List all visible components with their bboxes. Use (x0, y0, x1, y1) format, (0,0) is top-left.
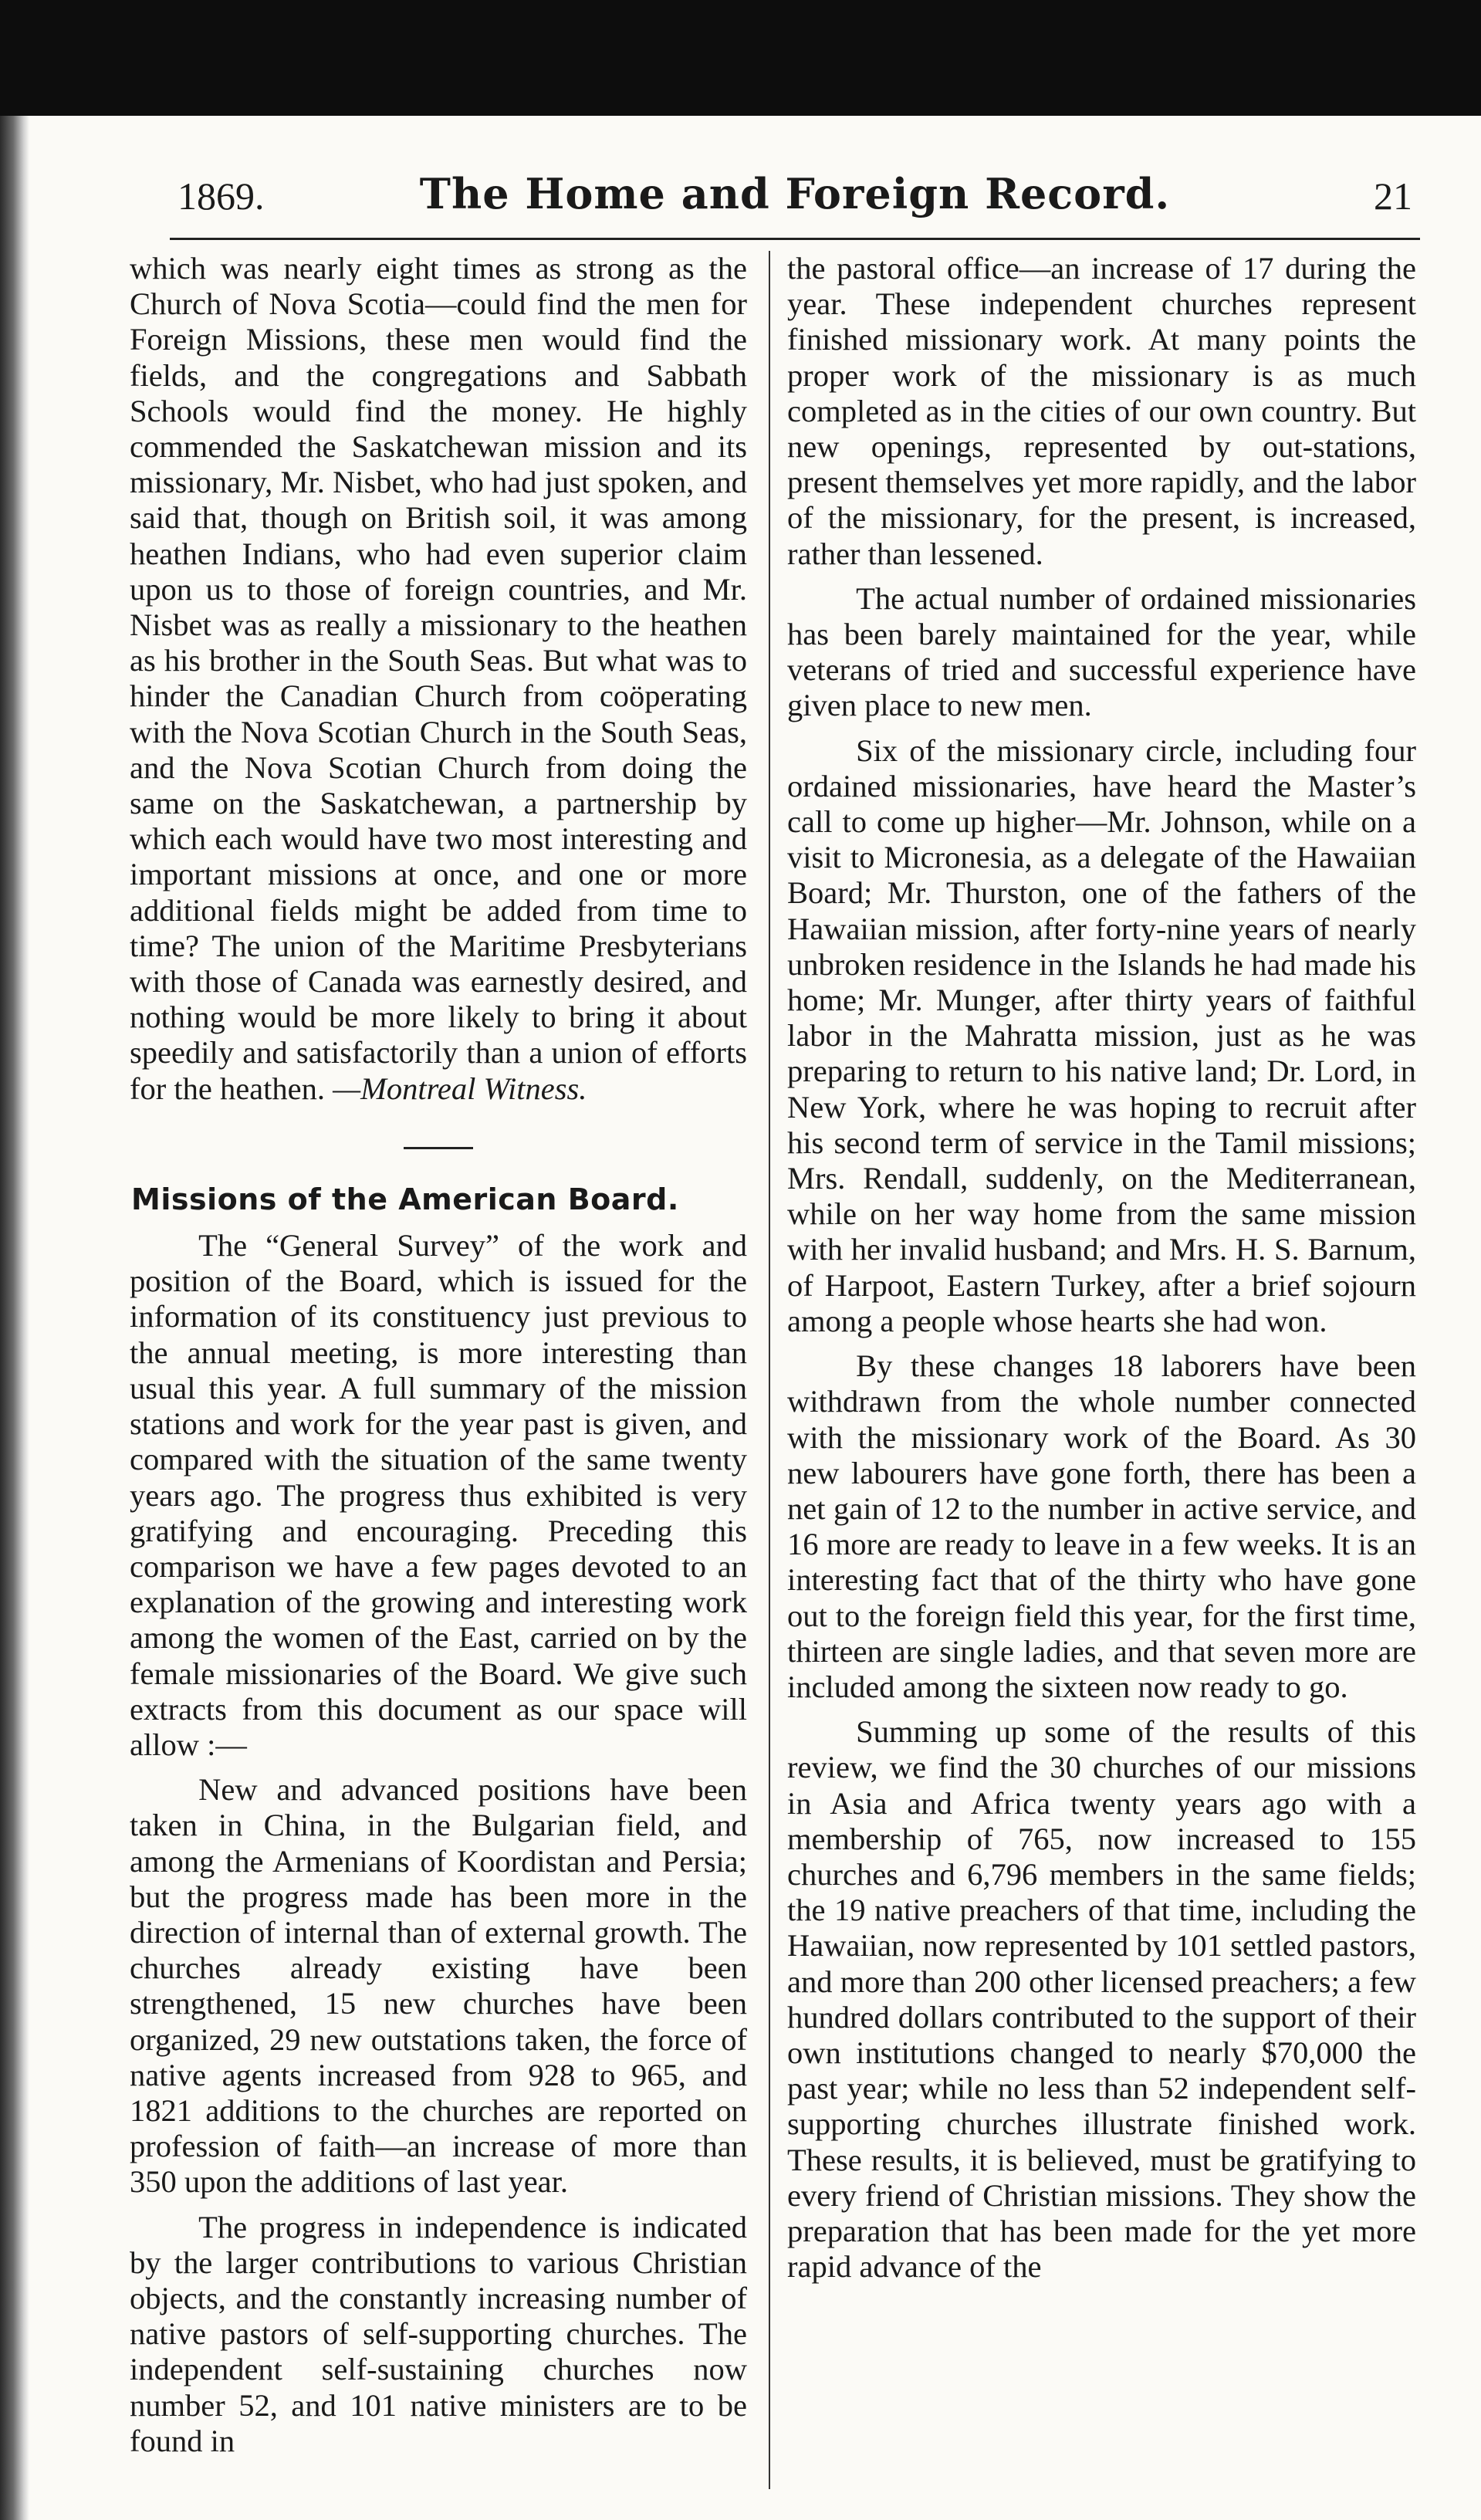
left-column (130, 251, 747, 2459)
paragraph: Six of the missionary circle, including four ordained missionaries, have heard the Master’s call to come up higher—Mr. Johnson, while on a visit to Micronesia, as a delegate of the Hawaiian Board; Mr. Thurston, one of the fathers of the Hawaiian mission, after forty-nine years of nearly unbroken residence in the Islands he had made his home; Mr. Munger, after thirty years of faithful labor in the Mahratta mission, just as he was preparing to return to his native land; Dr. Lord, in New York, where he was hoping to recruit after his second term of service in the Tamil missions; Mrs. Rendall, suddenly, on the Mediterranean, while on her way home from the same mission with her invalid husband; and Mrs. H. S. Barnum, of Harpoot, Eastern Turkey, after a brief sojourn among a people whose hearts she had won. (787, 732, 1416, 1338)
header-rule (170, 238, 1420, 240)
section-divider (404, 1147, 473, 1149)
journal-title: The Home and Foreign Record. (419, 169, 1171, 218)
source-attribution: —Montreal Witness. (333, 1071, 587, 1106)
paragraph: By these changes 18 laborers have been withdrawn from the whole number connected with the missionary work of the Board. As 30 new labourers have gone forth, there has been a net gain of 12 to the number in active service, and 16 more are ready to leave in a few weeks. It is an interesting fact that of the thirty who have gone out to the foreign field this year, for the first time, thirteen are single ladies, and that seven more are included among the sixteen now ready to go. (787, 1348, 1416, 1704)
section-heading: Missions of the American Board. (131, 1182, 679, 1216)
header-year: 1869. (178, 174, 265, 218)
paragraph: New and advanced positions have been taken in China, in the Bulgarian field, and among the Armenians of Koordistan and Persia; but the progress made has been more in the direction of internal than of external growth. The churches already existing have been strengthened, 15 new churches have been organized, 29 new outstations taken, the force of native agents increased from 928 to 965, and 1821 additions to the churches are reported on profession of faith—an increase of more than 350 upon the additions of last year. (130, 1772, 747, 2200)
scan-left-edge (0, 116, 29, 2520)
paragraph: Summing up some of the results of this review, we find the 30 churches of our missions in Asia and Africa twenty years ago with a membership of 765, now increased to 155 churches and 6,796 members in the same fields; the 19 native preachers of that time, including the Hawaiian, now represented by 101 settled pastors, and more than 200 other licensed preachers; a few hundred dollars contributed to the support of their own institutions changed to nearly $70,000 the past year; while no less than 52 independent self-supporting churches illustrate finished work. These results, it is believed, must be gratifying to every friend of Christian missions. They show the preparation that has been made for the yet more rapid advance of the (787, 1714, 1416, 2285)
scan-top-border (0, 0, 1481, 116)
paragraph: The “General Survey” of the work and position of the Board, which is issued for the information of its constituency just previous to the annual meeting, is more interesting than usual this year. A full summary of the mission stations and work for the year past is given, and compared with the situation of the same twenty years ago. The progress thus exhibited is very gratifying and encouraging. Preceding this comparison we have a few pages devoted to an explanation of the growing and interesting work among the women of the East, carried on by the female missionaries of the Board. We give such extracts from this document as our space will allow :— (130, 1228, 747, 1762)
paragraph-text: which was nearly eight times as strong as the Church of Nova Scotia—could find the men for Foreign Missions, these men would find the fields, and the congregations and Sabbath Schools would find the money. He highly commended the Saskatchewan mission and its missionary, Mr. Nisbet, who had just spoken, and said that, though on British soil, it was among heathen Indians, who had even superior claim upon us to those of foreign countries, and Mr. Nisbet was as really a missionary to the heathen as his brother in the South Seas. But what was to hinder the Canadian Church from coöperating with the Nova Scotian Church in the South Seas, and the Nova Scotian Church from doing the same on the Saskatchewan, a partnership by which each would have two most interesting and important missions at once, and one or more additional fields might be added from time to time? The union of the Maritime Presbyterians with those of Canada was earnestly desired, and nothing would be more likely to bring it about speedily and satisfactorily than a union of efforts for the heathen. (130, 251, 747, 1106)
paragraph: The actual number of ordained missionaries has been barely maintained for the year, while veterans of tried and successful experience have given place to new men. (787, 580, 1416, 723)
paragraph: The progress in independence is indicated by the larger contributions to various Christian objects, and the constantly increasing number of native pastors of self-supporting churches. The independent self-sustaining churches now number 52, and 101 native ministers are to be found in (130, 2209, 747, 2458)
right-column (787, 251, 1416, 2285)
page-header (178, 166, 1412, 235)
page-number: 21 (1374, 174, 1412, 218)
continued-paragraph: the pastoral office—an increase of 17 during the year. These independent churches represent finished missionary work. At many points the proper work of the missionary is as much completed as in the cities of our own country. But new openings, represented by out-stations, present themselves yet more rapidly, and the labor of the missionary, for the present, is increased, rather than lessened. (787, 251, 1416, 571)
continued-paragraph (130, 251, 747, 1107)
column-divider (769, 251, 770, 2489)
